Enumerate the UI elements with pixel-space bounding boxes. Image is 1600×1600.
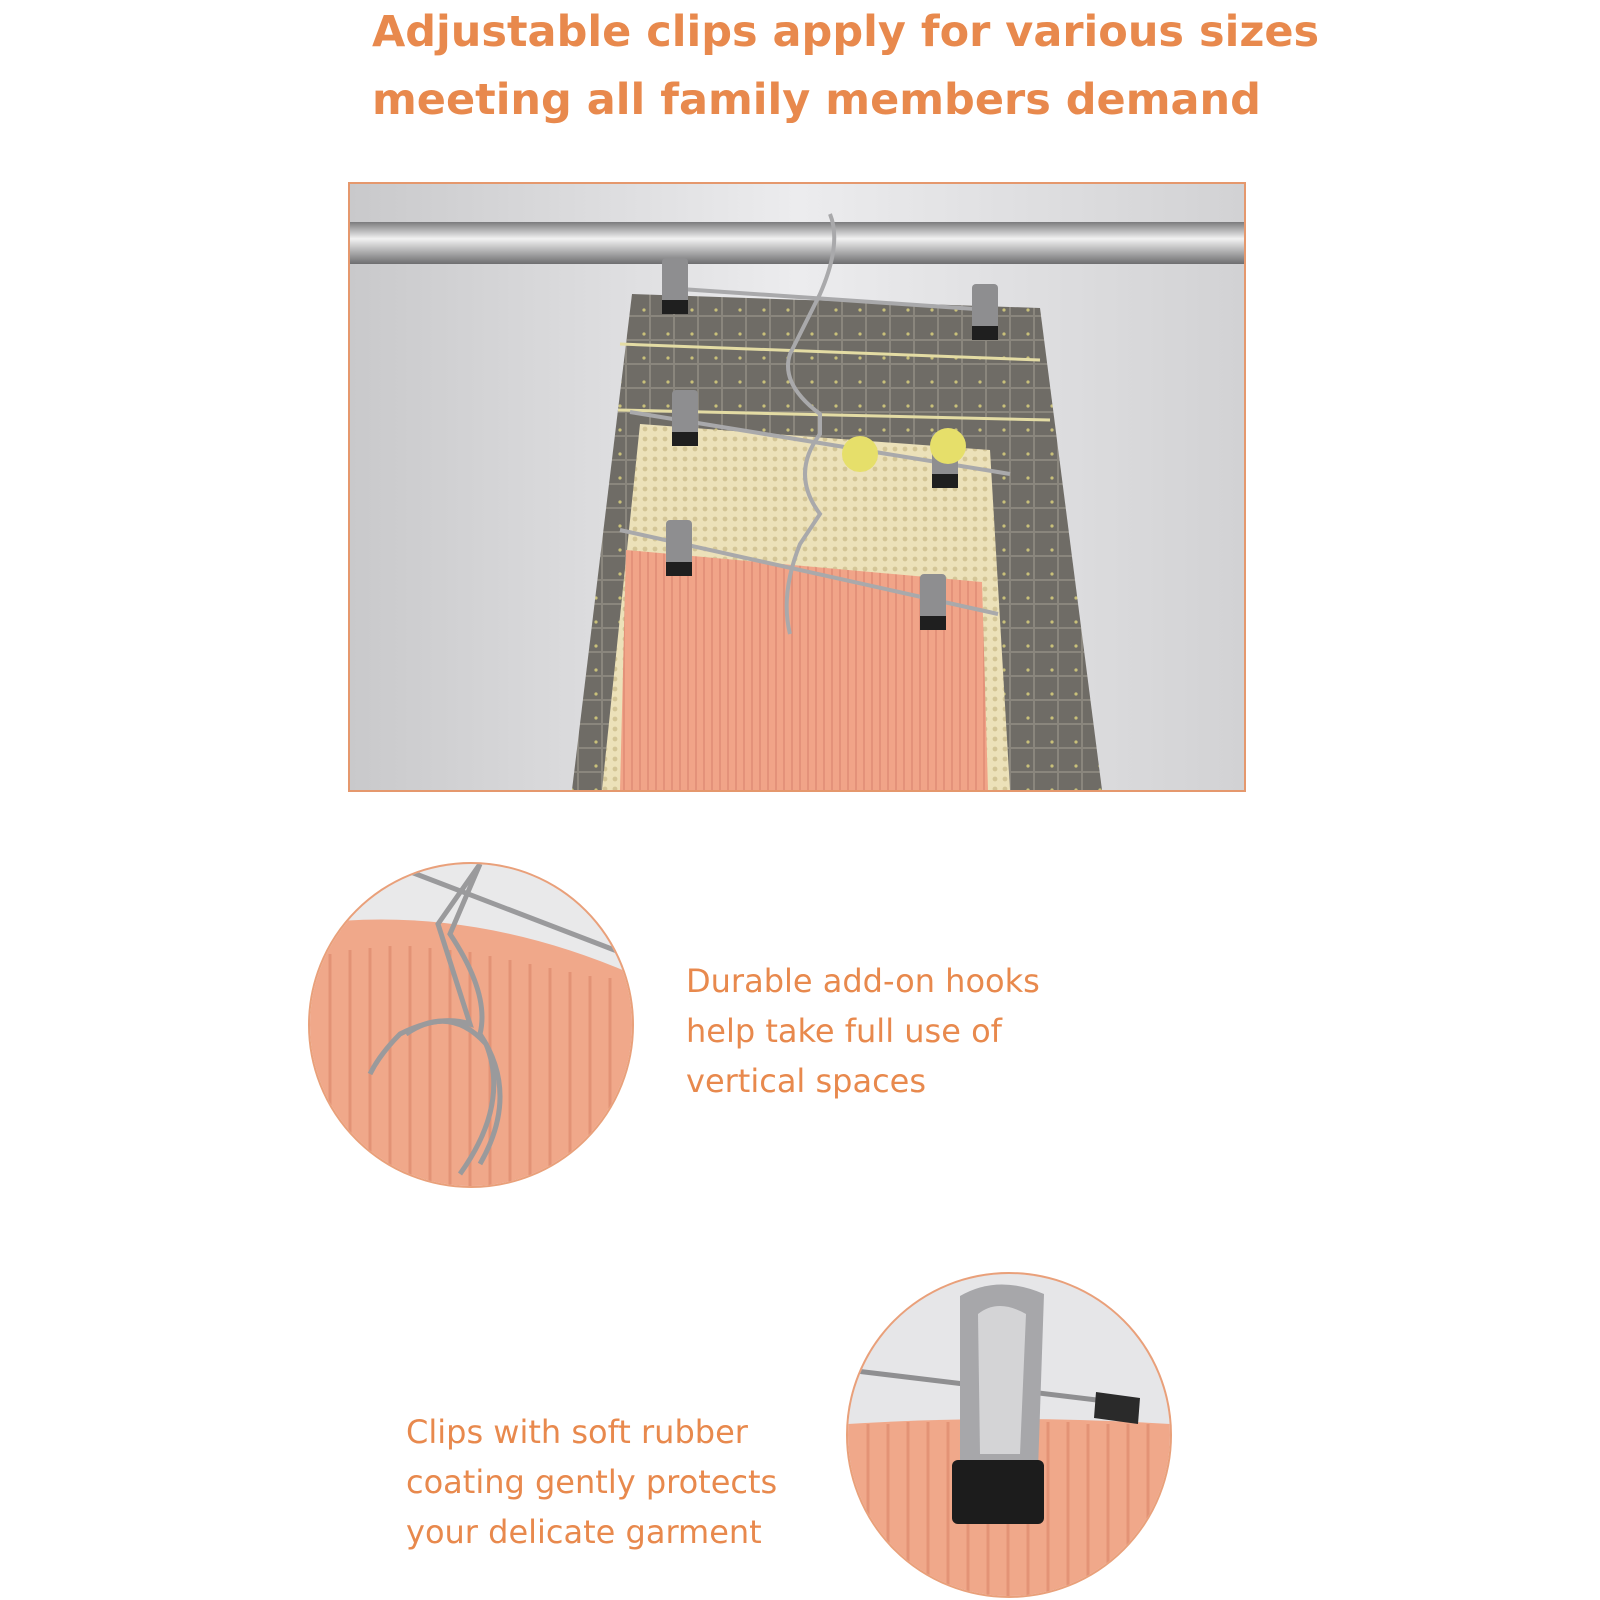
clips-caption-line-3: your delicate garment <box>406 1513 762 1551</box>
hooks-caption-line-1: Durable add-on hooks <box>686 962 1040 1000</box>
clips-caption <box>406 1407 866 1557</box>
headline-line-2: meeting all family members demand <box>372 75 1261 125</box>
hook-closeup-image <box>308 862 634 1188</box>
clips-caption-line-2: coating gently protects <box>406 1463 778 1501</box>
hanger-photo <box>348 182 1246 792</box>
clip-closeup-image <box>846 1272 1172 1598</box>
hooks-caption <box>686 956 1146 1106</box>
clips-caption-line-1: Clips with soft rubber <box>406 1413 748 1451</box>
headline-line-1: Adjustable clips apply for various sizes <box>372 7 1320 57</box>
hooks-caption-line-2: help take full use of <box>686 1012 1002 1050</box>
headline <box>372 0 1372 134</box>
hooks-caption-line-3: vertical spaces <box>686 1062 927 1100</box>
